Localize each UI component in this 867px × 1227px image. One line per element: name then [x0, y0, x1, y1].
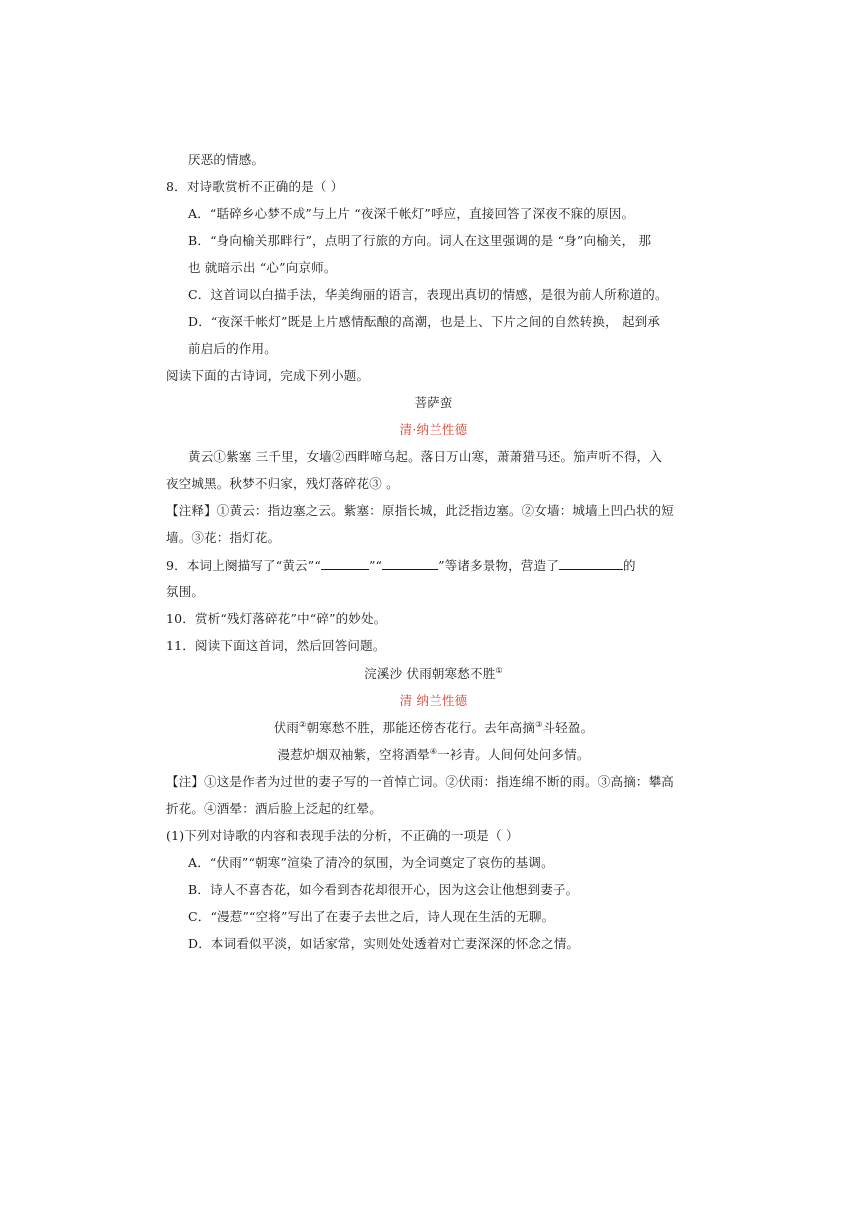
question-8-option-b-line2: 也 就暗示出 “心”向京师。 [188, 260, 337, 275]
continued-text: 厌恶的情感。 [188, 152, 265, 167]
question-11-option-b: B．诗人不喜杏花，如今看到杏花却很开心，因为这会让他想到妻子。 [188, 882, 579, 897]
poem-1-text-line2: 夜空城黑。秋梦不归家，残灯落碎花③ 。 [166, 476, 399, 491]
question-9-text-d: 的 [623, 558, 636, 573]
footnote-marker: ① [495, 665, 503, 675]
question-8-option-a: A．“聒碎乡心梦不成”与上片 “夜深千帐灯”呼应，直接回答了深夜不寐的原因。 [188, 206, 635, 221]
footnote-marker: ④ [429, 746, 438, 756]
poem-2-line1-part-c: 斗轻盈。 [542, 720, 594, 735]
footnote-marker: ② [299, 719, 307, 729]
poem-2-notes-line1: 【注】①这是作者为过世的妻子写的一首悼亡词。②伏雨：指连绵不断的雨。③高摘：攀高 [166, 774, 675, 789]
question-9-line1 [166, 557, 636, 574]
poem-1-title: 菩萨蛮 [414, 395, 453, 410]
question-8-option-d-line2: 前启后的作用。 [188, 341, 277, 356]
poem-2-line2-part-a: 漫惹炉烟双袖紫，空将酒晕 [277, 747, 430, 762]
question-11-1-stem: (1)下列对诗歌的内容和表现手法的分析，不正确的一项是（ ） [166, 828, 519, 843]
poem-2-line1 [0, 720, 867, 736]
question-11-option-d: D．本词看似平淡，如话家常，实则处处透着对亡妻深深的怀念之情。 [188, 936, 580, 951]
answer-blank-1 [321, 557, 369, 570]
poem-1-notes-line1: 【注释】①黄云：指边塞之云。紫塞：原指长城，此泛指边塞。②女墙：城墙上凹凸状的短 [166, 503, 675, 518]
question-9-line2: 氛围。 [166, 584, 205, 599]
question-10: 10．赏析“残灯落碎花”中“碎”的妙处。 [166, 611, 387, 626]
question-11-intro: 11．阅读下面这首词，然后回答问题。 [166, 638, 386, 653]
question-8-option-b-line1: B．“身向榆关那畔行”，点明了行旅的方向。词人在这里强调的是 “身”向榆关， 那 [188, 233, 652, 248]
answer-blank-3 [559, 557, 623, 570]
footnote-marker: ③ [535, 719, 543, 729]
poem-2-title [0, 666, 867, 682]
poem-1-text-line1: 黄云①紫塞 三千里，女墙②西畔啼乌起。落日万山寒，萧萧猎马还。笳声听不得，入 [188, 449, 663, 464]
question-9-text-b: ”“ [368, 558, 383, 573]
question-11-option-c: C．“漫惹”“空将”写出了在妻子去世之后，诗人现在生活的无聊。 [188, 909, 555, 924]
question-8-option-d-line1: D．“夜深千帐灯”既是上片感情酝酿的高潮，也是上、下片之间的自然转换， 起到承 [188, 314, 661, 329]
question-11-option-a: A．“伏雨”“朝寒”渲染了清冷的氛围，为全词奠定了哀伤的基调。 [188, 855, 554, 870]
poem-2-author: 清 纳兰性德 [399, 693, 468, 708]
poem-2-notes-line2: 折花。④酒晕：酒后脸上泛起的红晕。 [166, 801, 382, 816]
poem-2-line2-part-b: 一衫青。人间何处问多情。 [437, 747, 590, 762]
poem-2-title-text: 浣溪沙 伏雨朝寒愁不胜 [364, 666, 496, 681]
poem-1-author: 清·纳兰性德 [399, 422, 468, 437]
reading-instruction: 阅读下面的古诗词，完成下列小题。 [166, 368, 370, 383]
answer-blank-2 [382, 557, 438, 570]
question-9-text-c: ”等诸多景物，营造了 [438, 558, 560, 573]
question-8-stem: 8．对诗歌赏析不正确的是（ ） [166, 179, 344, 194]
question-9-text-a: 9．本词上阕描写了“黄云”“ [166, 558, 321, 573]
question-8-option-c: C．这首词以白描手法，华美绚丽的语言，表现出真切的情感，是很为前人所称道的。 [188, 287, 668, 302]
poem-2-line2 [0, 747, 867, 763]
poem-1-notes-line2: 墙。③花：指灯花。 [166, 530, 281, 545]
poem-2-line1-part-b: 朝寒愁不胜，那能还傍杏花行。去年高摘 [306, 720, 536, 735]
poem-2-line1-part-a: 伏雨 [273, 720, 300, 735]
